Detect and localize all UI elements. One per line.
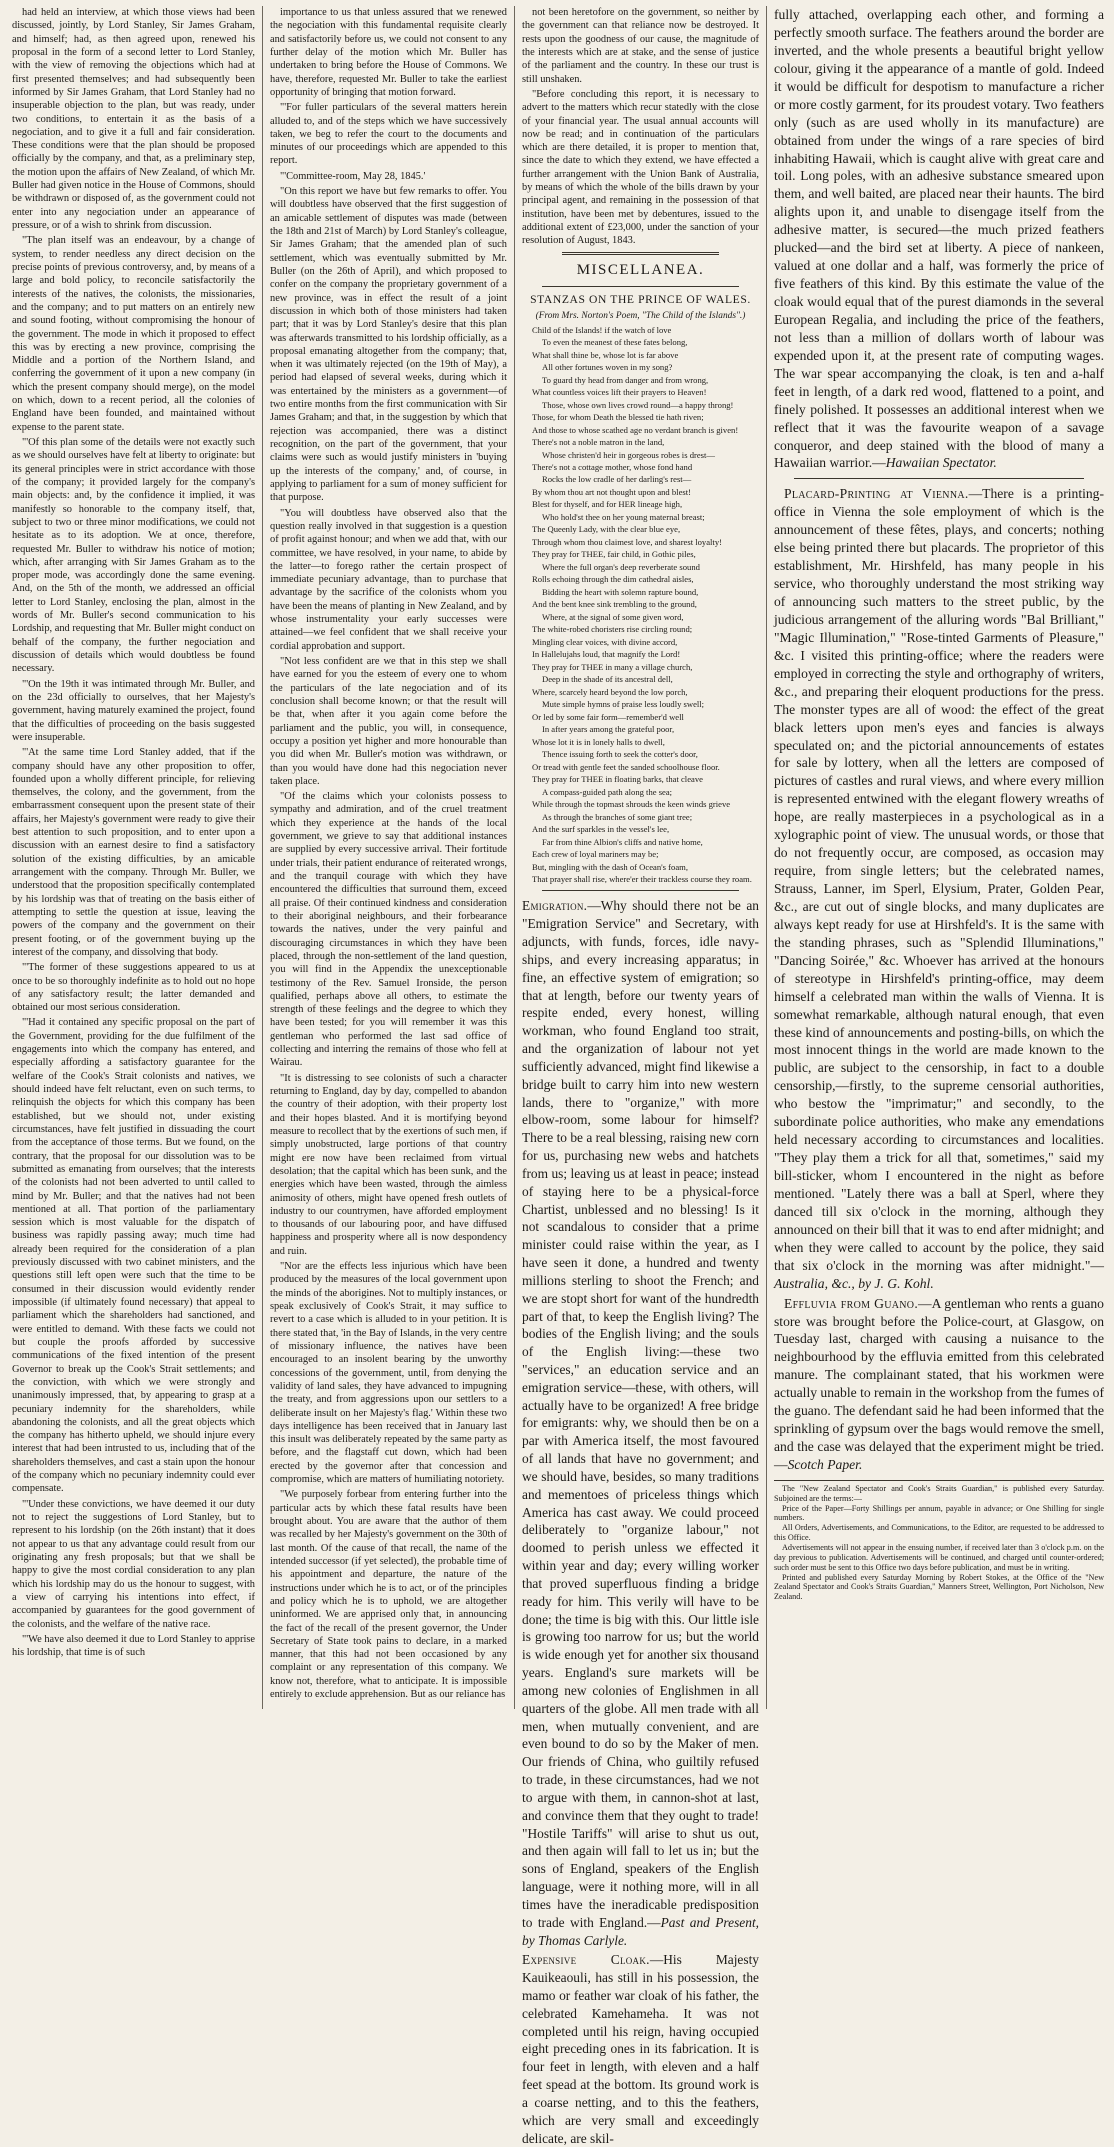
section-rule	[794, 478, 1084, 479]
section-rule	[542, 890, 739, 891]
poem-line: But, mingling with the dash of Ocean's foam,	[532, 861, 688, 872]
imprint-line: Advertisements will not appear in the ensuing number, if received later than 3 o'clock p.m. on the day previous to publication. Advertisements will be continued, and charged until counter-ordered; such order must be sent to this Office two days before publication, and must be in writing.	[774, 1543, 1104, 1572]
poem-line: That prayer shall rise, where'er their trackless course they roam.	[532, 873, 752, 884]
article-text: —A gentleman who rents a guano store was brought before the Police-court, at Glasgow, on Tuesday last, charged with causing a nuisance to the neighbourhood by the effluvia emitted from this celebrated manure. The complainant stated, that his workmen were actually unable to remain in the workshop from the fumes of the guano. The defendant said he had been informed that the sprinkling of gypsum over the bags would remove the smell, and the case was delayed that the experiment might be tried.—	[774, 1295, 1104, 1472]
poem-line: The Queenly Lady, with the clear blue eye,	[532, 524, 681, 535]
article-credit: Scotch Paper.	[787, 1457, 863, 1472]
poem-line: Far from thine Albion's cliffs and native home,	[542, 836, 703, 847]
report-paragraph: "On this report we have but few remarks to offer. You will doubtless have observed that the first suggestion of an amicable settlement of disputes was made (between the 18th and 21st of March) by Lord Stanley's colleague, Sir James Graham; that the amended plan of such settlement, which was eventually submitted by Mr. Buller (on the 26th of April), and which proposed to confer on the company the proprietary government of a new province, was in effect the result of a joint discussion in which both of those ministers had taken part; that it was by Lord Stanley's desire that this plan was afterwards transmitted to his lordship officially, as a proposal emanating altogether from the company; that, when it was ultimately rejected (on the 19th of May), a period had elapsed of several weeks, during which it was entertained by the ministers as a government—of two entire months from the first communication with Sir James Graham; and that, in the suggestion by which that rejection was accompanied, there was a distinct recognition, on the part of the government, that your claims were such as would justify ministers in 'buying up the interests of the company,' and, of course, in applying to parliament for a sum of money sufficient for that purpose.	[270, 186, 507, 504]
article-text: —Why should there not be an "Emigration Service" and Secretary, with adjuncts, with funds, forces, idle navy-ships, and every increasing apparatus; in fine, an effective system of emigration; so that at length, before our twenty years of respite ended, every honest, willing workman, who found England too strait, and the organization of labour not yet sufficiently advanced, might find likewise a bridge built to carry him into new western lands, there to "organize," with more elbow-room, some labour for himself? There to be a real blessing, raising new corn for us, purchasing new webs and hatchets from us; leaving us at least in peace; instead of staying here to be a physical-force Chartist, unblessed and no blessing! Is it not scandalous to consider that a prime minister could raise within the year, as I have seen it done, a hundred and twenty millions sterling to shoot the French; and we are stopt short for want of the hundredth part of that, to keep the English living? The bodies of the English living; and the souls of the English living:—these two "services," an education service and an emigration service—these, with others, will actually have to be organized! A free bridge for emigrants: why, we should then be on a par with America itself, the most favoured of all lands that have no government; and we should have, besides, so many traditions and mementoes of priceless things which America has cast away. We could proceed deliberately to "organize labour," not doomed to perish unless we effected it within year and day; every willing worker that proved superfluous finding a bridge ready for him. This verily will have to be done; the time is big with this. Our little isle is growing too narrow for us; but the world is wide enough yet for another six thousand years. England's sure markets will be among new colonies of Englishmen in all quarters of the globe. All men trade with all men, when mutually convenient, and are even bound to do so by the Maker of men. Our friends of China, who guiltily refused to trade, in these circumstances, had we not to argue with them, in cannon-shot at last, and convince them that they ought to trade! "Hostile Tariffs" will arise to shut us out, and then again will fall to let us in; but the sons of England, speakers of the English language, were it nothing more, will in all times have the ineradicable predisposition to trade with England.—	[522, 898, 759, 1930]
report-paragraph: "'Committee-room, May 28, 1845.'	[280, 170, 426, 182]
poem-line: And the surf sparkles in the vessel's lee,	[532, 824, 670, 835]
poem-line: The white-robed choristers rise circling round;	[532, 624, 693, 635]
report-paragraph: "The plan itself was an endeavour, by a change of system, to render needless any direct decision on the precise points of previous controversy, and, by means of a large and bold policy, to reconcile satisfactorily the interests of the natives, the colonists, the missionaries, and the company; and to put matters on an entirely new and sound footing, without compromising the honour of the government. The mode in which it proposed to effect this was by erecting a new province, comprising the Middle and a portion of the Northern Island, and conferring the government of it upon a new company (in which the present company should merge), on the model on which, down to a recent period, all the colonies of England have been founded, and maintained without expense to the parent state.	[12, 235, 255, 433]
poem-line: Deep in the shade of its ancestral dell,	[542, 674, 673, 685]
imprint-line: Printed and published every Saturday Morning by Robert Stokes, at the Office of the "New Zealand Spectator and Cook's Straits Guardian," Manners Street, Wellington, Port Nicholson, New Zealand.	[774, 1572, 1104, 1602]
poem-line: And the bent knee sink trembling to the ground,	[532, 599, 697, 610]
report-paragraph: "'At the same time Lord Stanley added, that if the company should have any other proposition to offer, founded upon a wholly different principle, for relieving themselves, the colony, and the government, from the embarrassment consequent upon the present state of their affairs, her Majesty's government were ready to give their best attention to such proposition, and to enter upon a discussion with an earnest desire to find a satisfactory solution of the existing difficulties, by an amicable arrangement with the company. Through Mr. Buller, we understood that the proposition specifically contemplated by his lordship was that of treating on the basis either of attempting to settle the question at issue, leaving the powers of the company and the government on their present footing, or of the government buying up the interest of the company, and dissolving that body.	[12, 747, 255, 958]
poem-line: And those to whose scathed age no verdant branch is given!	[532, 424, 739, 435]
poem-line: To guard thy head from danger and from wrong,	[542, 374, 709, 385]
poem-line: Each crew of loyal mariners may be;	[532, 849, 659, 860]
poem-line: Or tread with gentle feet the sanded schoolhouse floor.	[532, 761, 720, 772]
report-paragraph: "'Of this plan some of the details were not exactly such as we should ourselves have felt at liberty to originate: but its general principles were in strict accordance with those of the company; it provided largely for the company's main objects: and, by the confidence it implied, it was manifestly so honorable to the company itself, that, subject to two or three minor modifications, we could not hesitate as to its adoption. We at once, therefore, requested Mr. Buller to withdraw his notice of motion; which, after arranging with Sir James Graham as to the proper mode, was accordingly done the same evening. And, on the 5th of the month, we addressed an official letter to Lord Stanley, enclosing the plan, almost in the words of Mr. Buller's second communication to his Lordship, and requesting that Mr. Buller might conduct on behalf of the company, the further negociation and discussion of details which would doubtless be found necessary.	[12, 437, 255, 675]
report-paragraph: "We purposely forbear from entering further into the particular acts by which these fatal results have been brought about. You are aware that the author of them was recalled by her Majesty's government on the 30th of last month. Of the cause of that recall, the name of the intended successor (if yet selected), the probable time of his appointment and departure, the nature of the instructions under which he is to act, or of the principles and policy which he is to uphold, we are altogether uninformed. We are apprised only that, in announcing the fact of the recall of the present governor, the Under Secretary of State took pains to declare, in a marked manner, that this had not been occasioned by any complaint or any representation of this company. We know not, therefore, what to anticipate. It is impossible entirely to exclude apprehension. But as our reliance has	[270, 1489, 507, 1701]
poem-line: All other fortunes woven in my song?	[542, 362, 673, 373]
poem-line: In Hallelujahs loud, that magnify the Lord!	[532, 649, 681, 660]
poem-line: They pray for THEE in floating barks, that cleave	[532, 774, 703, 785]
report-paragraph: "'The former of these suggestions appeared to us at once to be so thoroughly indefinite as to hold out no hope of any satisfactory result; the latter demanded and obtained our most serious consideration.	[12, 962, 255, 1014]
poem-line: Whose lot it is in lonely halls to dwell,	[532, 736, 665, 747]
poem-line: What countless voices lift their prayers to Heaven!	[532, 387, 707, 398]
poem-line: By whom thou art not thought upon and blest!	[532, 486, 691, 497]
poem-line: They pray for THEE in many a village church,	[532, 661, 693, 672]
report-paragraph: "Of the claims which your colonists possess to sympathy and admiration, and of the cruel treatment which they experience at the hands of the local government, we grieve to say that additional instances are supplied by every successive arrival. Their fortitude under trials, their patient endurance of reiterated wrongs, and the tranquil courage with which they have encountered the difficulties that surround them, exceed all praise. Of their continued kindness and consideration to their aboriginal neighbours, and their forbearance towards the natives, under the very painful and discouraging circumstances in which they have been placed, through the non-settlement of the land question, you will find in the Appendix the unexceptionable testimony of the Rev. Samuel Ironside, the person qualified, perhaps above all others, to estimate the strength of these feelings and the degree to which they have been tested; for you will remember it was this gentleman who performed the last sad office of collecting and interring the remains of those who fell at Wairau.	[270, 791, 507, 1069]
report-paragraph: "'For fuller particulars of the several matters herein alluded to, and of the steps which we have successively taken, we beg to refer the court to the documents and minutes of our proceedings which are appended to this report.	[270, 102, 507, 167]
poem-line: What shall thine be, whose lot is far above	[532, 349, 679, 360]
imprint-line: All Orders, Advertisements, and Communications, to the Editor, are requested to be addressed to this Office.	[774, 1523, 1104, 1543]
imprint-line: Price of the Paper—Forty Shillings per annum, payable in advance; or One Shilling for single numbers.	[774, 1503, 1104, 1523]
poem-line: Where, at the signal of some given word,	[542, 611, 684, 622]
article-text: —His Majesty Kauikeaouli, has still in his possession, the mamo or feather war cloak of his father, the celebrated Kamehameha. It was not completed until his reign, having occupied eight preceding ones in its fabrication. It is four feet in length, with eleven and a half feet spead at the bottom. Its ground work is a coarse netting, and to this the feathers, which are very small and exceedingly delicate, are skil-	[522, 1952, 759, 2146]
report-paragraph: "Before concluding this report, it is necessary to advert to the matters which recur statedly with the close of your financial year. The usual annual accounts will now be read; and in continuation of the particulars which are there detailed, it is proper to mention that, since the date to which they extend, we have effected a further arrangement with the Union Bank of Australia, by means of which the whole of the bills drawn by your principal agent, and remaining in the possession of that institution, have been met by debentures, issued to the additional extent of £23,000, under the sanction of your resolution of August, 1843.	[522, 88, 759, 247]
poem-line: A compass-guided path along the sea;	[542, 786, 673, 797]
imprint-line: The "New Zealand Spectator and Cook's Straits Guardian," is published every Saturday. Subjoined are the terms:—	[774, 1483, 1104, 1503]
poem-line: As through the branches of some giant tree;	[542, 811, 693, 822]
report-paragraph: "You will doubtless have observed also that the question really involved in that suggestion is a question of profit against honour; and when we add that, with our committee, we have resolved, in your name, to abide by the latter—to forego rather the certain prospect of immediate pecuniary advantage, than to purchase that advantage by the sacrifice of the colonists whom you have been the means of planting in New Zealand, and by whose instrumentality your early successes were attained—we feel confident that we shall receive your cordial approbation and support.	[270, 507, 507, 652]
poem-line: While through the topmast shrouds the keen winds grieve	[532, 799, 731, 810]
poem-line: Child of the Islands! if the watch of love	[532, 324, 672, 335]
poem-line: Blest for thyself, and for HER lineage high,	[532, 499, 683, 510]
article-heading: Expensive Cloak.	[522, 1952, 650, 1968]
poem-line: Bidding the heart with solemn rapture bound,	[542, 586, 699, 597]
poem-line: Mute simple hymns of praise less loudly swell;	[542, 699, 705, 710]
poem-line: Those, whose own lives crowd round—a happy throng!	[542, 399, 734, 410]
report-paragraph: "Not less confident are we that in this step we shall have earned for you the esteem of every one to whom the particulars of the late negociation and of its conclusion shall become known; or that the result will be that, when after it you again come before the parliament and the public, you will, in consequence, occupy a position yet higher and more honourable than you did when Mr. Buller's motion was withdrawn, or than you would have done had this negociation never taken place.	[270, 656, 507, 787]
column-1	[12, 6, 262, 1709]
report-paragraph: "'We have also deemed it due to Lord Stanley to apprise his lordship, that time is of such	[12, 1633, 255, 1659]
poem-line: Thence issuing forth to seek the cotter's door,	[542, 749, 698, 760]
poem-line: Those, for whom Death the blessed tie hath riven;	[532, 412, 704, 423]
poem-line: Who hold'st thee on her young maternal breast;	[542, 511, 705, 522]
poem-line: They pray for THEE, fair child, in Gothic piles,	[532, 549, 696, 560]
report-paragraph: "'On the 19th it was intimated through Mr. Buller, and on the 23d officially to ourselves, that her Majesty's government, having maturely examined the project, found that the difficulties of proceeding on the basis suggested were insuperable.	[12, 678, 255, 743]
poem-source: (From Mrs. Norton's Poem, "The Child of the Islands".)	[535, 310, 746, 321]
article-heading: Effluvia from Guano.	[784, 1295, 919, 1311]
column-3	[514, 6, 766, 2146]
column-4	[766, 6, 1104, 1709]
poem-title: STANZAS ON THE PRINCE OF WALES.	[530, 292, 751, 306]
section-rule	[542, 286, 739, 287]
report-paragraph: importance to us that unless assured that we renewed the negociation with this fundamental requisite clearly and satisfactorily before us, we could not consent to any further delay of the motion which Mr. Buller has undertaken to bring before the House of Commons. We have, therefore, requested Mr. Buller to take the earliest opportunity of bringing that motion forward.	[270, 7, 507, 98]
poem-line: Or led by some fair form—remember'd well	[532, 711, 684, 722]
imprint-notice	[774, 1480, 1104, 1602]
article-heading: Emigration.	[522, 898, 588, 914]
article-credit: Australia, &c., by J. G. Kohl.	[774, 1275, 934, 1291]
section-rule	[562, 252, 719, 255]
article-heading: Placard-Printing at Vienna.	[784, 486, 969, 502]
article-effluvia-guano	[774, 1295, 1104, 1474]
report-paragraph: "It is distressing to see colonists of such a character returning to England, day by day, compelled to abandon the country of their adoption, with their property lost and their hopes blasted. And it is mortifying beyond measure to recollect that by the exertions of such men, if simply unobstructed, large portions of that country might ere now have been reclaimed from virtual desolation; that the capital which has been sunk, and the energies which have been wasted, through the aimless animosity of others, might have opened fresh outlets of industry to our countrymen, have afforded employment to thousands of our labouring poor, and have diffused happiness and prosperity where all is now despondency and ruin.	[270, 1072, 507, 1257]
report-paragraph: "'Had it contained any specific proposal on the part of the Government, providing for the due fulfilment of the engagements into which the company has entered, and especially affording a satisfactory guarantee for the welfare of the Cook's Strait colonists and natives, we should indeed have felt reluctant, even on such terms, to relinquish the objects for which this company has been established, but we should not, under existing circumstances, have felt justified in dissuading the court from the acceptance of those terms. But we found, on the contrary, that the proposal for our dissolution was to be submitted as emanating from ourselves; that the interests of the colonists had not been adverted to until called to mind by Mr. Buller; and that the natives had not been mentioned at all. That portion of the parliamentary session which is most valuable for the dispatch of business was rapidly passing away; much time had already been required for the consideration of a plan previously discussed with two cabinet ministers, and the questions still left open were such that the time to be consumed in their discussion would evidently render impossible (if ultimately found necessary) that appeal to parliament which the shareholders had sanctioned, and were entitled to demand. With these facts we could not but couple the proofs afforded by successive communications of the fixed intention of the present Governor to break up the Cook's Strait settlements; and the conviction, with which we were strongly and unanimously impressed, that, by appearing to grasp at a pecuniary indemnity for the shareholders, while abandoning the colonists, and all the great objects which the company has hitherto upheld, we should injure every interest that had been intrusted to us, including that of the shareholders themselves, and cast a stain upon the honour of the company which no pecuniary indemnity could ever compensate.	[12, 1017, 255, 1495]
poem-line: Rocks the low cradle of her darling's rest—	[542, 474, 692, 485]
article-cloak-continued	[774, 6, 1104, 472]
poem-line: To even the meanest of these fates belong,	[542, 337, 688, 348]
poem-line: There's not a cottage mother, whose fond hand	[532, 462, 693, 472]
article-credit: Hawaiian Spectator.	[885, 455, 997, 471]
article-placard-printing	[774, 485, 1104, 1292]
article-credit: Past and Present, by Thomas Carlyle.	[522, 1914, 760, 1948]
poem-line: Rolls echoing through the dim cathedral aisles,	[532, 574, 694, 585]
report-paragraph: had held an interview, at which those views had been discussed, jointly, by Lord Stanley, Sir James Graham, and himself; had, as then agreed upon, renewed his proposal in the form of a second letter to Lord Stanley, with the view of removing the objections which had at first presented themselves; and had subsequently been informed by Sir James Graham, that Lord Stanley had no insuperable objection to the plan, but was ready, under two conditions, to entertain it as the basis of a negociation, and to give it a full and fair consideration. These conditions were that the plan should be proposed officially by the company, and that, as a preliminary step, the motion upon the affairs of New Zealand, of which Mr. Buller had given notice in the House of Commons, should be withdrawn or disposed of, as the government could not enter into any negociation under an appearance of pressure, or of a wish to shrink from discussion.	[12, 7, 255, 231]
poem-line: Whose christen'd heir in gorgeous robes is drest—	[542, 449, 715, 460]
poem-body	[522, 325, 759, 885]
article-text: fully attached, overlapping each other, and forming a perfectly smooth surface. The feathers around the border are inverted, and the whole presents a beautiful bright yellow colour, giving it the appearance of a mantle of gold. Indeed it would be difficult for despotism to manufacture a richer or more costly garment, for its proudest votary. Two feathers only (such as are used wholly in its manufacture) are obtained from under the wings of a rare species of bird inhabiting Hawaii, which is caught alive with great care and toil. Long poles, with an adhesive substance smeared upon them, and well baited, are placed near their haunts. The bird alights upon it, and unable to disengage itself from the adhesive matter, is secured—the much prized feathers plucked—and the bird set at liberty. A piece of nankeen, valued at one dollar and a half, was formerly the price of five feathers of this kind. By this estimate the value of the cloak would equal that of the purest diamonds in the several European Regalia, and including the price of the feathers, not less than a million of dollars worth of labour was expended upon it, at the present rate of computing wages. The war spear accompanying the cloak, is ten and a-half feet in length, of a dark red wood, flattened to a point, and finely polished. It possesses an additional interest when we reflect that it was the favourite weapon of a savage conqueror, and deep stained with the blood of many a Hawaiian warrior.—	[774, 7, 1104, 471]
article-emigration	[522, 897, 759, 1949]
poem-line: In after years among the grateful poor,	[542, 724, 675, 735]
article-expensive-cloak	[522, 1951, 759, 2147]
report-paragraph: "Nor are the effects less injurious which have been produced by the measures of the local government upon the minds of the aborigines. Not to multiply instances, or speak exclusively of Cook's Strait, it may suffice to revert to a case which is alluded to in your petition. It is there stated that, 'in the Bay of Islands, in the very centre of missionary influence, the natives have been encouraged to an insolent bearing by the unworthy concessions of the government, until, from denying the validity of land sales, they have advanced to impugning the treaty, and from aggressions upon our settlers to a deliberate insult on her Majesty's flag.' Within these two days intelligence has been received that in January last this insult was deliberately repeated by the same party as before, and the flagstaff cut down, which had been erected by the governor after that concession and compromise, which are matters of humiliating notoriety.	[270, 1261, 507, 1486]
article-text: —There is a printing-office in Vienna the sole employment of which is the announcement of these fêtes, plays, and concerts; nothing else being printed there but placards. The proprietor of this establishment, Mr. Hirshfeld, has many people in his service, who thoroughly understand the most striking way of announcing such matters to the street public, by the judicious arrangement of the alluring words "Bal Brilliant," "Magic Illumination," "Rose-tinted Garments of Pleasure," &c. I visited this printing-office; where the readers were employed in correcting the style and orthography of writers, &c., and preparing their eloquent productions for the press. The monster types are all of wood: the effect of the great black letters upon men's eyes and fancies is always speculated on; and the pictorial announcements of estates for sale by lottery, when all the letters are composed of pictures of castles and rural views, and where every million is represented entwined with the elegant flowery wreaths of hope, are really masterpieces in a psychological as in a xylographic point of view. The unusual words, or those that do not frequently occur, are composed, as occasion may require, from single letters; but the celebrated names, Strauss, Lanner, im Sperl, Elysium, Prater, Golden Pear, &c., are cut out of single blocks, and many duplicates are always kept ready for use at Hirshfeld's. It is the same with the standing phrases, such as "Splendid Illuminations," "Dancing Soirée," &c. Whoever has arrived at the honours of stereotype in Hirshfeld's printing-office, may deem himself a celebrated man within the walls of Vienna. It is somewhat remarkable, although natural enough, that even these kind of announcements and posting-bills, on which the most innocent things in the world are made known to the public, are subject to the censorship, in fact to a double censorship,—firstly, to the supreme censorial authorities, who bestow the "imprimatur;" and secondly, to the subordinate police authorities, who make any emendations held necessary according to circumstances and localities. "They play them a trick for all that, sometimes," said my bill-sticker, whom I encountered in the night as before mentioned. "Lately there was a ball at Sperl, where they danced till six o'clock in the morning, although they announced on their bill that it was to end after midnight; and when they were called to account by the police, they said that six o'clock in the morning was after midnight."—	[774, 486, 1105, 1273]
poem-line: Through whom thou claimest love, and sharest loyalty!	[532, 536, 722, 547]
poem-line: Where, scarcely heard beyond the low porch,	[532, 686, 688, 697]
poem-line: There's not a noble matron in the land,	[532, 437, 665, 448]
poem-line: Where the full organ's deep reverberate sound	[542, 561, 700, 572]
report-paragraph: "'Under these convictions, we have deemed it our duty not to reject the suggestions of Lord Stanley, but to represent to his lordship (on the 26th instant) that it does not appear to us that any advantage could result from our originating any fresh proposals; but that we shall be happy to give the most cordial consideration to any plan which his lordship may do us the honour to suggest, with a view of carrying his intentions into effect, if accompanied by guarantees for the good government of the colonists, and the welfare of the native race.	[12, 1498, 255, 1630]
report-paragraph: not been heretofore on the government, so neither by the government can that reliance now be destroyed. It rests upon the goodness of our cause, the magnitude of the interests which are at stake, and the sense of justice of the parliament and the country. In these our trust is still unshaken.	[522, 7, 759, 85]
column-2	[262, 6, 514, 1709]
poem-line: Mingling clear voices, with divine accord,	[532, 636, 678, 647]
section-heading: MISCELLANEA.	[576, 261, 705, 278]
